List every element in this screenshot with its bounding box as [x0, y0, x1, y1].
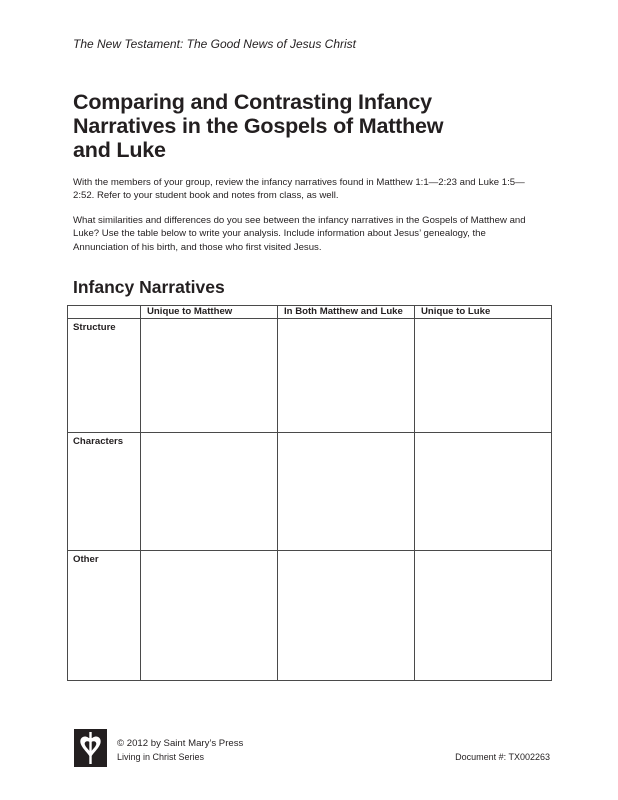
column-header-in-both: In Both Matthew and Luke — [278, 306, 415, 319]
cell-other-unique-to-matthew[interactable] — [141, 551, 278, 681]
cell-characters-unique-to-matthew[interactable] — [141, 433, 278, 551]
table-row-other — [68, 551, 552, 681]
cell-structure-unique-to-matthew[interactable] — [141, 319, 278, 433]
table-row-structure — [68, 319, 552, 433]
instructions-paragraph-1: With the members of your group, review the infancy narratives found in Matthew 1:1—2:23 and Luke 1:5—2:52. Refer to your student book and notes from class, as well. — [73, 177, 525, 202]
cell-characters-unique-to-luke[interactable] — [415, 433, 552, 551]
page-title-line-3: and Luke — [73, 138, 166, 162]
copyright-text: © 2012 by Saint Mary’s Press — [117, 738, 244, 749]
series-title: The New Testament: The Good News of Jesus Christ — [73, 37, 357, 51]
cell-other-unique-to-luke[interactable] — [415, 551, 552, 681]
infancy-narratives-table — [67, 305, 552, 681]
column-header-blank — [68, 306, 141, 319]
cell-other-in-both[interactable] — [278, 551, 415, 681]
document-number: Document #: TX002263 — [455, 752, 550, 762]
row-label-structure: Structure — [68, 319, 141, 433]
page-title-line-2: Narratives in the Gospels of Matthew — [73, 114, 444, 138]
section-heading: Infancy Narratives — [73, 277, 225, 297]
table-header-row — [68, 306, 552, 319]
page-title — [73, 90, 533, 162]
series-name: Living in Christ Series — [117, 752, 205, 762]
saint-marys-press-logo-icon — [74, 729, 107, 767]
column-header-unique-to-luke: Unique to Luke — [415, 306, 552, 319]
cell-structure-unique-to-luke[interactable] — [415, 319, 552, 433]
row-label-other: Other — [68, 551, 141, 681]
page-title-line-1: Comparing and Contrasting Infancy — [73, 90, 432, 114]
table-row-characters — [68, 433, 552, 551]
instructions-paragraph-2: What similarities and differences do you see between the infancy narratives in the Gospels of Matthew and Luke? Use the table below to write your analysis. Include information about Jesus’ genealogy, the Annunciation of his birth, and those who first visited Jesus. — [73, 215, 526, 253]
column-header-unique-to-matthew: Unique to Matthew — [141, 306, 278, 319]
cell-structure-in-both[interactable] — [278, 319, 415, 433]
row-label-characters: Characters — [68, 433, 141, 551]
cell-characters-in-both[interactable] — [278, 433, 415, 551]
